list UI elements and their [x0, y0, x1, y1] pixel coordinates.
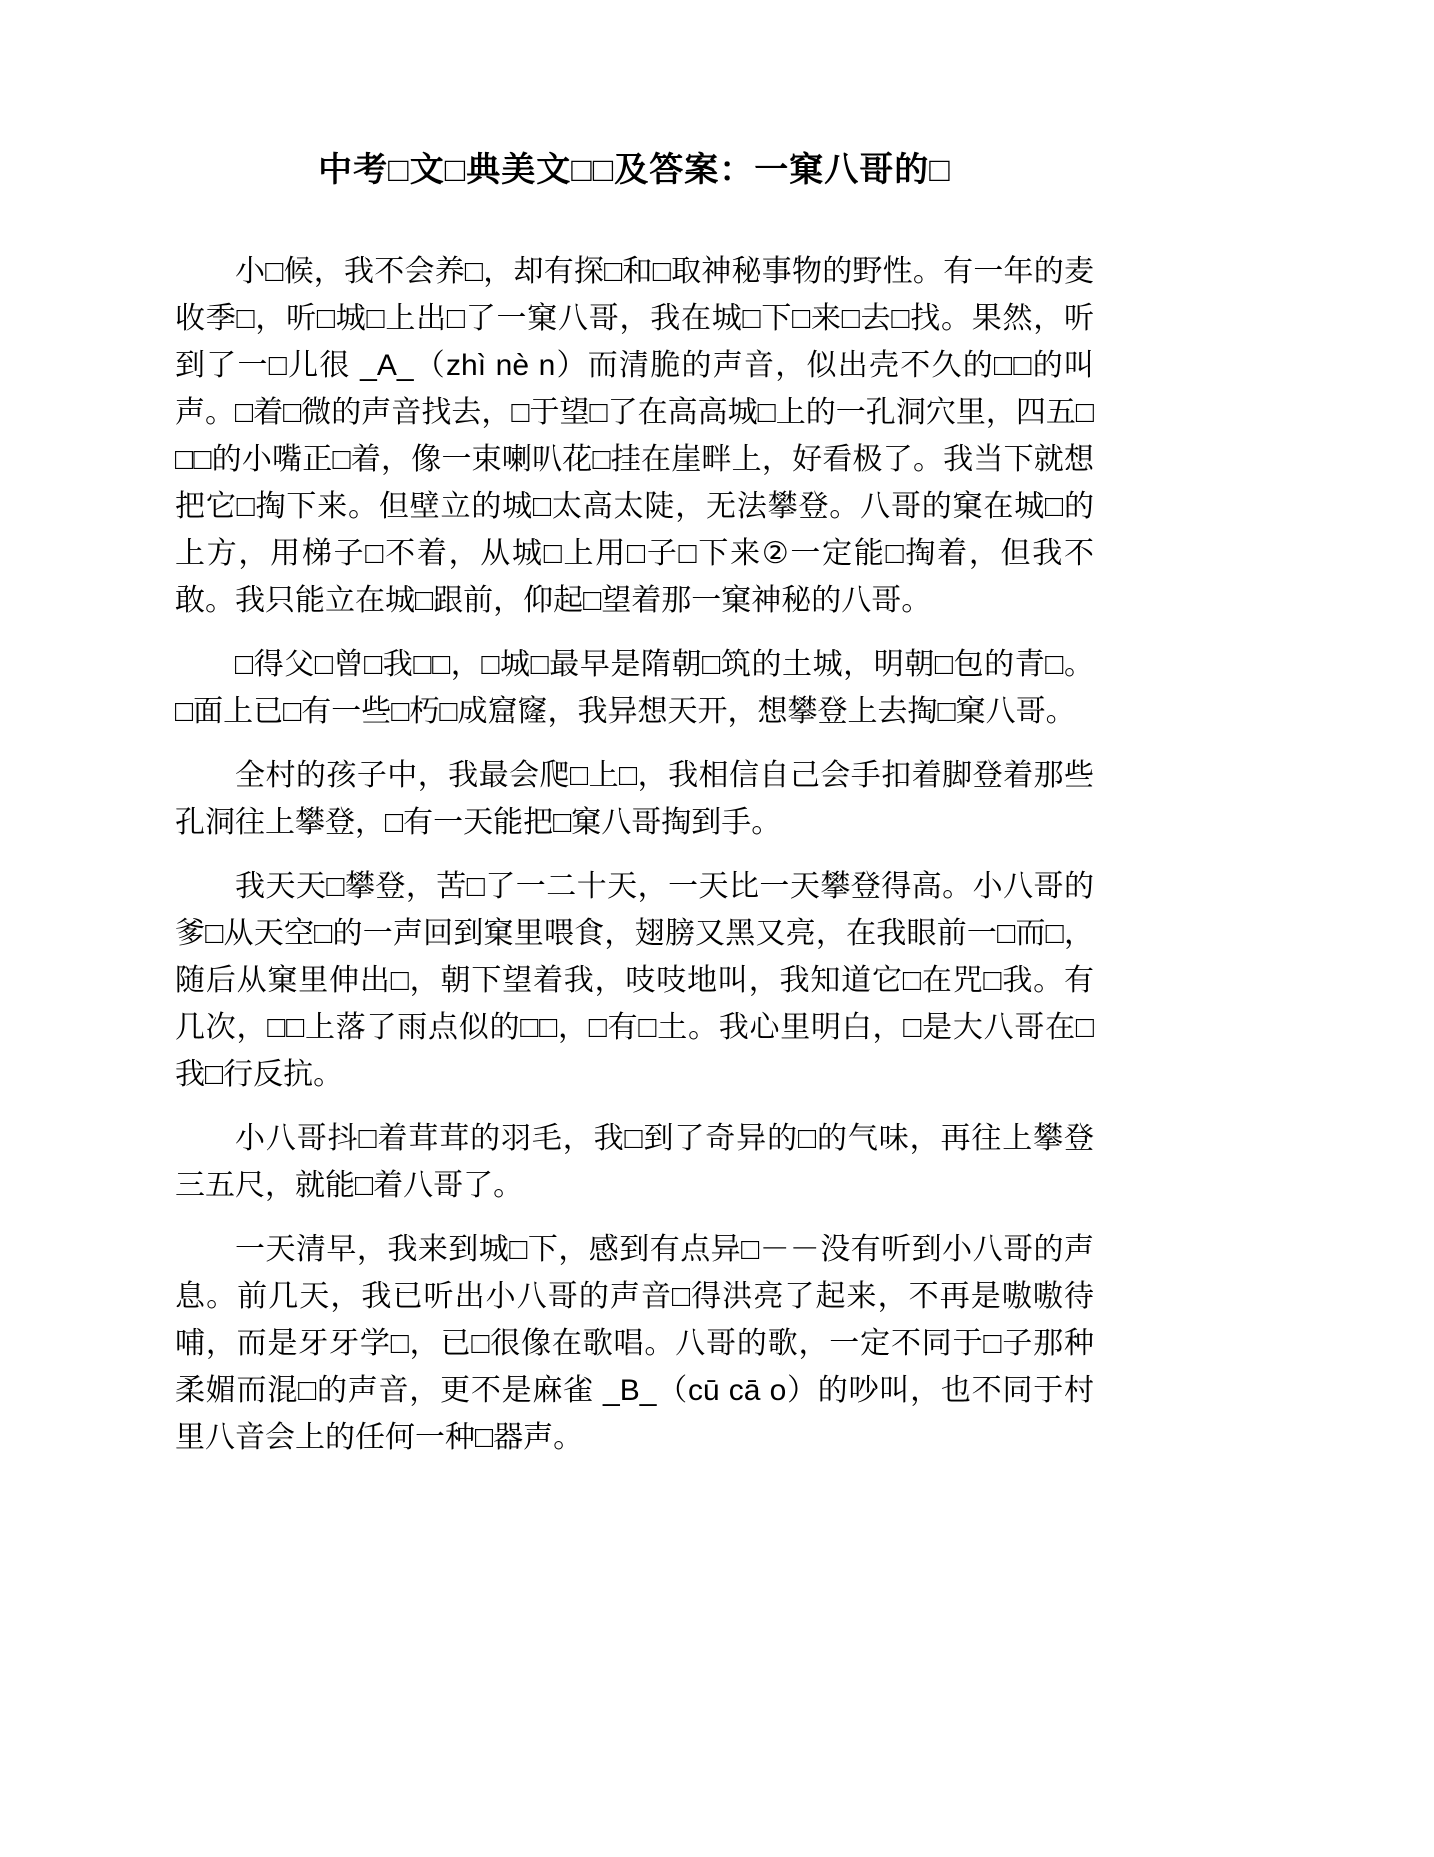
paragraph-3: 全村的孩子中，我最会爬□上□，我相信自己会手扣着脚登着那些孔洞往上攀登，□有一天能把□窠八哥掏到手。: [175, 759, 1094, 840]
document-title: 中考□文□典美文□□及答案：一窠八哥的□: [318, 151, 951, 189]
paragraph-1: 小□候，我不会养□，却有探□和□取神秘事物的野性。有一年的麦收季□，听□城□上出□了一窠八哥，我在城□下□来□去□找。果然，听到了一□儿很 _A_（zhì nè n）而清脆的声音，似出壳不久的□□的叫声。□着□微的声音找去，□于望□了在高高城□上的一孔洞穴里，四五□□□的小嘴正□着，像一束喇叭花□挂在崖畔上，好看极了。我当下就想把它□掏下来。但壁立的城□太高太陡，无法攀登。八哥的窠在城□的上方，用梯子□不着，从城□上用□子□下来②一定能□掏着，但我不敢。我只能立在城□跟前，仰起□望着那一窠神秘的八哥。: [175, 255, 1094, 618]
paragraph-5: 小八哥抖□着茸茸的羽毛，我□到了奇异的□的气味，再往上攀登三五尺，就能□着八哥了。: [175, 1122, 1094, 1203]
paragraph-6: 一天清早，我来到城□下，感到有点异□－－没有听到小八哥的声息。前几天，我已听出小八哥的声音□得洪亮了起来，不再是嗷嗷待哺，而是牙牙学□，已□很像在歌唱。八哥的歌，一定不同于□子那种柔媚而混□的声音，更不是麻雀 _B_（cū cā o）的吵叫，也不同于村里八音会上的任何一种□器声。: [175, 1233, 1094, 1455]
paragraph-2: □得父□曾□我□□，□城□最早是隋朝□筑的土城，明朝□包的青□。□面上已□有一些□朽□成窟窿，我异想天开，想攀登上去掏□窠八哥。: [175, 648, 1094, 729]
paragraph-4: 我天天□攀登，苦□了一二十天，一天比一天攀登得高。小八哥的爹□从天空□的一声回到窠里喂食，翅膀又黑又亮，在我眼前一□而□，随后从窠里伸出□，朝下望着我，吱吱地叫，我知道它□在咒□我。有几次，□□上落了雨点似的□□，□有□土。我心里明白，□是大八哥在□我□行反抗。: [175, 870, 1094, 1092]
